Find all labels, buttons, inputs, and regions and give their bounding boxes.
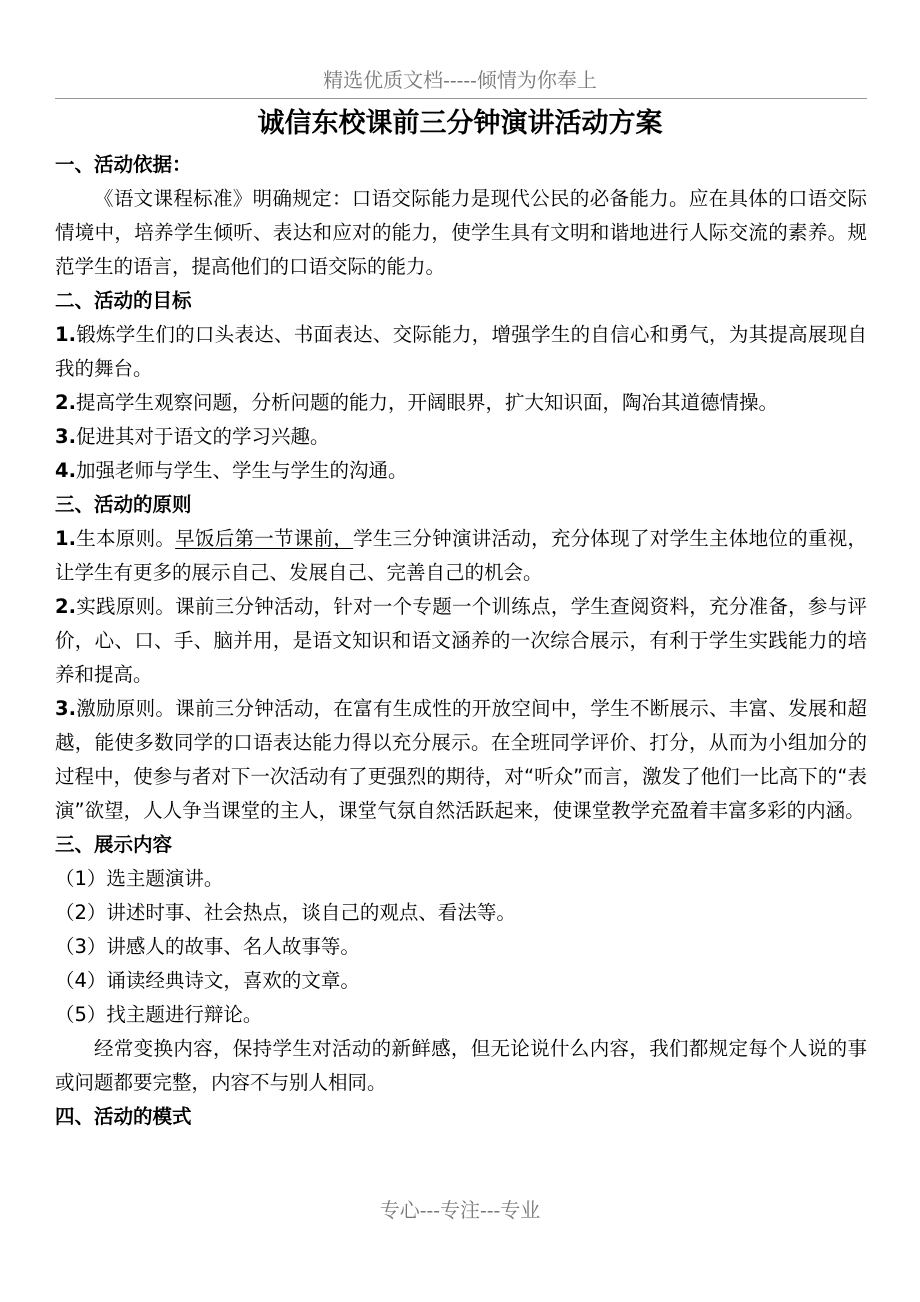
principle-number: 1. xyxy=(55,527,76,550)
principle-underlined-text: 早饭后第一节课前， xyxy=(175,527,354,550)
section-heading-goals: 二、活动的目标 xyxy=(55,289,192,312)
content-list-item: （3）讲感人的故事、名人故事等。 xyxy=(55,935,360,958)
section-heading-mode: 四、活动的模式 xyxy=(55,1105,192,1128)
content-paragraph: 经常变换内容，保持学生对活动的新鲜感，但无论说什么内容，我们都规定每个人说的事或问题都要完整，内容不与别人相同。 xyxy=(55,1037,867,1094)
page-footer: 专心---专注---专业 xyxy=(379,1198,541,1222)
content-list-item: （2）讲述时事、社会热点，谈自己的观点、看法等。 xyxy=(55,901,516,924)
goal-item xyxy=(55,454,867,488)
goal-number: 2. xyxy=(55,391,76,414)
principle-item xyxy=(55,522,867,590)
content-list-item: （1）选主题演讲。 xyxy=(55,867,224,890)
principle-number: 3. xyxy=(55,697,76,720)
principle-text: 激励原则。课前三分钟活动，在富有生成性的开放空间中，学生不断展示、丰富、发展和超越，能使多数同学的口语表达能力得以充分展示。在全班同学评价、打分，从而为小组加分的过程中，使参与者对下一次活动有了更强烈的期待，对“听众”而言，激发了他们一比高下的“表演”欲望，人人争当课堂的主人，课堂气氛自然活跃起来，使课堂教学充盈着丰富多彩的内涵。 xyxy=(55,697,867,822)
section-heading-content: 三、展示内容 xyxy=(55,833,173,856)
principle-text: 实践原则。课前三分钟活动，针对一个专题一个训练点，学生查阅资料，充分准备，参与评价，心、口、手、脑并用，是语文知识和语文涵养的一次综合展示，有利于学生实践能力的培养和提高。 xyxy=(55,595,867,686)
header-divider xyxy=(55,98,867,99)
goal-text: 促进其对于语文的学习兴趣。 xyxy=(75,425,330,448)
principle-lead: 生本原则。 xyxy=(75,527,176,550)
page-header: 精选优质文档-----倾情为你奉上 xyxy=(323,68,597,92)
goal-item xyxy=(55,420,867,454)
goal-number: 4. xyxy=(55,459,76,482)
principle-number: 2. xyxy=(55,595,76,618)
goal-item xyxy=(55,318,867,386)
content-list-item: （4）诵读经典诗文，喜欢的文章。 xyxy=(55,969,360,992)
goal-text: 提高学生观察问题，分析问题的能力，开阔眼界，扩大知识面，陶冶其道德情操。 xyxy=(75,391,778,414)
principle-text: 学生三分钟演讲活动，充分体现了对学生主体地位的重视，让学生有更多的展示自己、发展自己、完善自己的机会。 xyxy=(55,527,867,584)
principle-item xyxy=(55,590,867,692)
goal-text: 加强老师与学生、学生与学生的沟通。 xyxy=(75,459,408,482)
document-title: 诚信东校课前三分钟演讲活动方案 xyxy=(257,108,663,139)
section-heading-basis: 一、活动依据： xyxy=(55,153,192,176)
content-list-item: （5）找主题进行辩论。 xyxy=(55,1003,263,1026)
goal-text: 锻炼学生们的口头表达、书面表达、交际能力，增强学生的自信心和勇气，为其提高展现自我的舞台。 xyxy=(55,323,867,380)
goal-item xyxy=(55,386,867,420)
principle-item xyxy=(55,692,867,828)
document-body xyxy=(55,148,867,1134)
goal-number: 1. xyxy=(55,323,76,346)
section-heading-principles: 三、活动的原则 xyxy=(55,493,192,516)
goal-number: 3. xyxy=(55,425,76,448)
basis-paragraph: 《语文课程标准》明确规定：口语交际能力是现代公民的必备能力。应在具体的口语交际情境中，培养学生倾听、表达和应对的能力，使学生具有文明和谐地进行人际交流的素养。规范学生的语言，提高他们的口语交际的能力。 xyxy=(55,187,867,278)
